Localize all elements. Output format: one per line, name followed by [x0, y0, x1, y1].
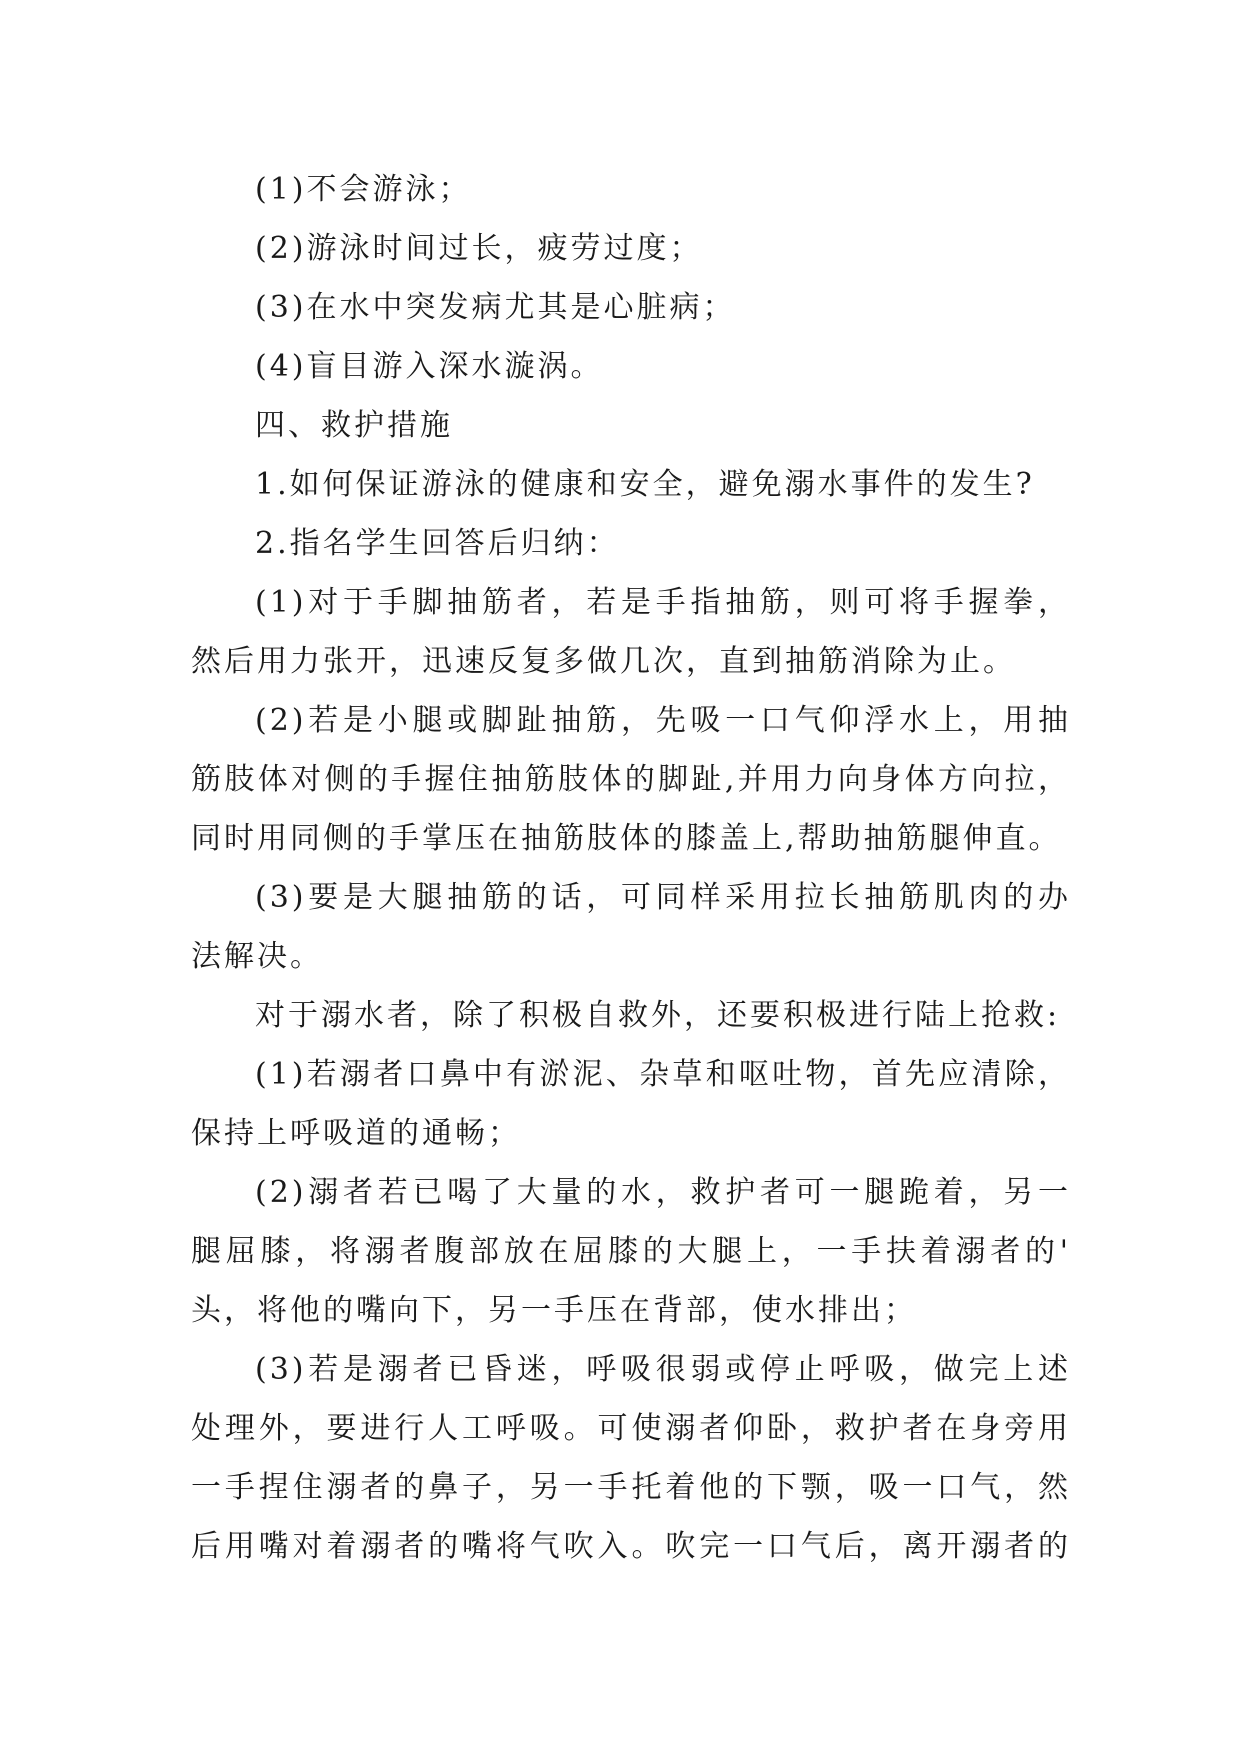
text-line: 四、救护措施 [255, 408, 453, 443]
text-line: 同时用同侧的手掌压在抽筋肢体的膝盖上,帮助抽筋腿伸直。 [191, 821, 1062, 856]
text-line: 筋肢体对侧的手握住抽筋肢体的脚趾,并用力向身体方向拉， [191, 762, 1071, 797]
text-line: (3)若是溺者已昏迷，呼吸很弱或停止呼吸，做完上述 [255, 1352, 1071, 1387]
paragraph-11 [191, 986, 1071, 1045]
text-line: 对于溺水者，除了积极自救外，还要积极进行陆上抢救: [255, 998, 1061, 1033]
paragraph-14 [191, 1340, 1071, 1576]
paragraph-8 [191, 573, 1071, 691]
paragraph-7 [191, 514, 1071, 573]
paragraph-12 [191, 1045, 1071, 1163]
paragraph-3 [191, 278, 1071, 337]
paragraph-2 [191, 219, 1071, 278]
paragraph-4 [191, 337, 1071, 396]
text-line: (4)盲目游入深水漩涡。 [255, 349, 604, 384]
text-line: (2)溺者若已喝了大量的水，救护者可一腿跪着，另一 [255, 1175, 1071, 1210]
text-line: (1)不会游泳； [255, 172, 472, 207]
text-line: 然后用力张开，迅速反复多做几次，直到抽筋消除为止。 [191, 644, 1016, 679]
text-line: (3)在水中突发病尤其是心脏病； [255, 290, 736, 325]
text-line: 2.指名学生回答后归纳： [255, 526, 620, 561]
paragraph-9 [191, 691, 1071, 868]
text-line: 处理外，要进行人工呼吸。可使溺者仰卧，救护者在身旁用 [191, 1411, 1071, 1446]
text-line: (1)若溺者口鼻中有淤泥、杂草和呕吐物，首先应清除， [255, 1057, 1071, 1092]
text-line: (3)要是大腿抽筋的话，可同样采用拉长抽筋肌肉的办 [255, 880, 1071, 915]
text-line: 1.如何保证游泳的健康和安全，避免溺水事件的发生? [255, 467, 1035, 502]
text-line: (2)游泳时间过长，疲劳过度； [255, 231, 703, 266]
text-line: 一手捏住溺者的鼻子，另一手托着他的下颚，吸一口气，然 [191, 1470, 1071, 1505]
text-line: 头，将他的嘴向下，另一手压在背部，使水排出； [191, 1293, 917, 1328]
paragraph-6 [191, 455, 1071, 514]
paragraph-10 [191, 868, 1071, 986]
text-line: 腿屈膝，将溺者腹部放在屈膝的大腿上，一手扶着溺者的' [191, 1234, 1071, 1269]
paragraph-1 [191, 160, 1071, 219]
text-line: (2)若是小腿或脚趾抽筋，先吸一口气仰浮水上，用抽 [255, 703, 1071, 738]
text-line: 法解决。 [191, 939, 323, 974]
text-line: (1)对于手脚抽筋者，若是手指抽筋，则可将手握拳， [255, 585, 1071, 620]
text-line: 保持上呼吸道的通畅； [191, 1116, 521, 1151]
text-line: 后用嘴对着溺者的嘴将气吹入。吹完一口气后，离开溺者的 [191, 1529, 1071, 1564]
document-body [191, 160, 1071, 1576]
section-heading [191, 396, 1071, 455]
paragraph-13 [191, 1163, 1071, 1340]
